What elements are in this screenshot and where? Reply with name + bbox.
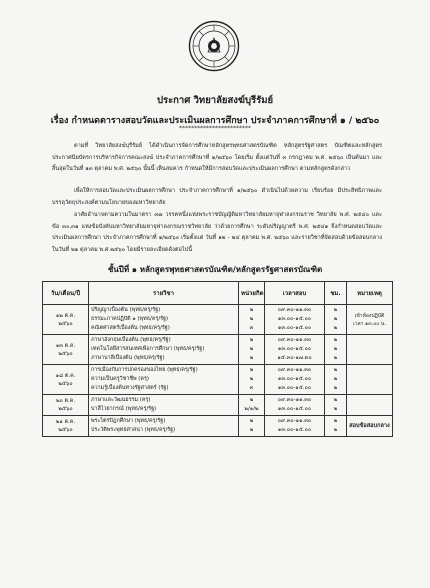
note-cell [347,365,393,395]
hours-value: ๒ [333,406,338,412]
credit-value: ๓ [249,325,254,331]
credit-value: ๒ [249,316,254,322]
note-cell [347,335,393,365]
subject-cell [89,416,239,437]
exam-time: ๑๓.๐๐-๑๕.๐๐ [277,406,312,412]
credit-cell [239,365,265,395]
hours-value: ๒ [333,346,338,352]
hours-cell [325,416,347,437]
subject-name: ธรรมะภาคปฏิบัติ ๑ (พุทธ/ครุ/รัฐ) [91,316,169,322]
hours-value: ๒ [333,337,338,343]
exam-time: ๑๓.๐๐-๑๕.๐๐ [277,316,312,322]
subject-name: ความเป็นครูวิชาชีพ (ครุ) [91,376,150,382]
hours-value: ๒ [333,355,338,361]
credit-cell [239,395,265,416]
hours-cell [325,335,347,365]
time-cell [265,305,325,335]
exam-time: ๐๙.๓๐-๑๑.๓๐ [277,397,312,403]
exam-time: ๑๓.๐๐-๑๕.๐๐ [277,346,312,352]
divider-line: ************************ [179,125,251,132]
subject-name: ความรู้เบื้องต้นทางรัฐศาสตร์ (รัฐ) [91,385,169,391]
hours-cell [325,365,347,395]
exam-time: ๐๙.๓๐-๑๑.๓๐ [277,367,312,373]
hours-cell [325,305,347,335]
subject-name: ภาษาอังกฤษเบื้องต้น (พุทธ/ครุ/รัฐ) [91,337,171,343]
credit-cell [239,305,265,335]
date-cell [43,416,89,437]
credit-value: ๒/๑/๒ [244,406,259,412]
time-cell [265,335,325,365]
schedule-title: ชั้นปีที่ ๑ หลักสูตรพุทธศาสตรบัณฑิต/หลักสูตรรัฐศาสตรบัณฑิต [107,265,323,274]
body-paragraph-1: ตามที่ วิทยาลัยสงฆ์บุรีรัมย์ ได้ดำเนินการจัดการศึกษาหลักสูตรพุทธศาสตรบัณฑิต หลักสูตรรัฐศาสตร บัณฑิตและหลักสูตรประกาศนียบัตรการบริหารกิจการคณะสงฆ์ ประจำภาคการศึกษาที่ ๑/๒๕๖๐ โดยเริ่ม ตั้งแต่วันที่ ๓ กรกฎาคม พ.ศ. ๒๕๖๐ เป็นต้นมา และสิ้นสุดในวันที่ ๑๓ ตุลาคม พ.ศ. ๒๕๖๐ นั้นนี้ เห็นสมควร กำหนดให้มีการสอบวัดและประเมินผลการศึกษา ตามหลักสูตรดังกล่าว [52,143,382,173]
announcement-title: ประกาศ วิทยาลัยสงฆ์บุรีรัมย์ [156,95,274,106]
note-cell [347,395,393,416]
credit-value: ๒ [249,418,254,424]
table-row [43,416,393,437]
hours-value: ๒ [333,367,338,373]
table-row [43,335,393,365]
header-note: หมายเหตุ [347,282,393,305]
announcement-subject: เรื่อง กำหนดตารางสอบวัดและประเมินผลการศึกษา ประจำภาคการศึกษาที่ ๑ / ๒๕๖๐ [50,116,380,126]
subject-name: พระไตรปิฎกศึกษา (พุทธ/ครุ/รัฐ) [91,418,166,424]
subject-cell [89,395,239,416]
date-text: ๑๒ ต.ค. [55,312,76,319]
credit-cell [239,335,265,365]
subject-name: ประวัติพระพุทธศาสนา (พุทธ/ครุ/รัฐ) [91,427,176,433]
credit-value: ๒ [249,307,254,313]
university-seal-icon [188,20,240,72]
exam-time: ๑๓.๐๐-๑๕.๐๐ [277,376,312,382]
date-text: ๒๕๖๐ [58,320,73,327]
subject-cell [89,335,239,365]
date-text: ๒๑ ต.ค. [55,419,76,425]
body-paragraph-3: อาศัยอำนาจตามความในมาตรา ๓๗ วรรคหนึ่งแห่งพระราชบัญญัติมหาวิทยาลัยมหาจุฬาลงกรณราช วิทยาลัย พ.ศ. ๒๕๔๐ และข้อ ๓๐,๓๑ แห่งข้อบังคับมหาวิทยาลัยมหาจุฬาลงกรณราชวิทยาลัย ว่าด้วยการศึกษา ระดับปริญญาตรี พ.ศ. ๒๕๔๑ จึงกำหนดสอบวัดและประเมินผลการศึกษา ประจำภาคการศึกษาที่ ๑/๒๕๖๐ เริ่มตั้งแต่ วันที่ ๑๒ - ๒๔ ตุลาคม พ.ศ. ๒๕๖๐ และรายวิชาที่จัดสอบด้วยข้อสอบกลาง ในวันที่ ๒๑ ตุลาคม พ.ศ.๒๕๖๐ โดยมีรายละเอียดดังต่อไปนี้ [52,212,382,253]
date-cell [43,305,89,335]
time-cell [265,416,325,437]
subject-name: ภาษาบาลีเบื้องต้น (พุทธ/ครุ/รัฐ) [91,355,165,361]
hours-value: ๒ [333,418,338,424]
exam-time: ๑๓.๐๐-๑๕.๐๐ [277,385,312,391]
header-time: เวลาสอบ [265,282,325,305]
hours-value: ๒ [333,385,338,391]
exam-time: ๑๕.๓๐-๑๗.๓๐ [277,355,312,361]
hours-value: ๒ [333,316,338,322]
hours-value: ๒ [333,325,338,331]
credit-value: ๓ [249,385,254,391]
credit-value: ๒ [249,346,254,352]
time-cell [265,365,325,395]
date-text: ๑๘ ต.ค. [55,372,76,379]
note-cell: สอบข้อสอบกลาง [347,416,393,437]
credit-value: ๒ [249,427,254,433]
subject-name: คณิตศาสตร์เบื้องต้น (พุทธ/ครุ/รัฐ) [91,325,170,331]
credit-value: ๒ [249,367,254,373]
exam-time: ๐๙.๓๐-๑๑.๓๐ [277,418,312,424]
credit-value: ๒ [249,397,254,403]
credit-value: ๒ [249,355,254,361]
time-cell [265,395,325,416]
header-subject: รายวิชา [89,282,239,305]
date-text: ๒๕๖๐ [58,427,73,433]
table-row [43,365,393,395]
body-paragraph-2: เพื่อให้การสอบวัดและประเมินผลการศึกษา ประจำภาคการศึกษาที่ ๑/๒๕๖๐ ดำเนินไปด้วยความ เรียบร้อย มีประสิทธิภาพและบรรลุวัตถุประสงค์ตามนโยบายของมหาวิทยาลัย [52,188,382,206]
table-row [43,395,393,416]
credit-value: ๒ [249,337,254,343]
hours-value: ๒ [333,307,338,313]
date-text: ๒๕๖๐ [58,380,73,387]
exam-time: ๑๓.๐๐-๑๕.๐๐ [277,427,312,433]
note-cell: เข้าห้องปฏิบัติ เวลา ๑๓.๐๐ น. [347,305,393,335]
hours-cell [325,395,347,416]
subject-cell [89,365,239,395]
hours-value: ๒ [333,397,338,403]
table-header-row [43,282,393,305]
header-credit: หน่วยกิต [239,282,265,305]
subject-cell [89,305,239,335]
date-cell [43,335,89,365]
credit-cell [239,416,265,437]
subject-name: เทคโนโลยีสารสนเทศเพื่อการศึกษา (พุทธ/ครุ/รัฐ) [91,346,205,352]
exam-time: ๐๙.๓๐-๑๑.๓๐ [277,337,312,343]
header-date: วัน/เดือน/ปี [43,282,89,305]
exam-time: ๑๓.๐๐-๑๕.๐๐ [277,325,312,331]
credit-value: ๒ [249,376,254,382]
date-text: ๒๐ ต.ค. [55,398,76,404]
date-cell [43,365,89,395]
date-text: ๑๓ ต.ค. [55,342,76,349]
exam-schedule-table [42,281,393,437]
header-hours: ชม. [325,282,347,305]
date-cell [43,395,89,416]
table-row [43,305,393,335]
subject-name: การเมืองกับการปกครองของไทย (พุทธ/ครุ/รัฐ) [91,367,198,373]
subject-name: บาลีไวยากรณ์ (พุทธ/ครุ/รัฐ) [91,406,157,412]
hours-value: ๒ [333,376,338,382]
date-text: ๒๕๖๐ [58,406,73,412]
exam-time: ๐๙.๓๐-๑๑.๓๐ [277,307,312,313]
subject-name: ปริญญาเบื้องต้น (พุทธ/ครุ/รัฐ) [91,307,161,313]
subject-name: ภาษาและวัฒนธรรม (ครุ) [91,397,151,403]
hours-value: ๒ [333,427,338,433]
date-text: ๒๕๖๐ [58,350,73,357]
